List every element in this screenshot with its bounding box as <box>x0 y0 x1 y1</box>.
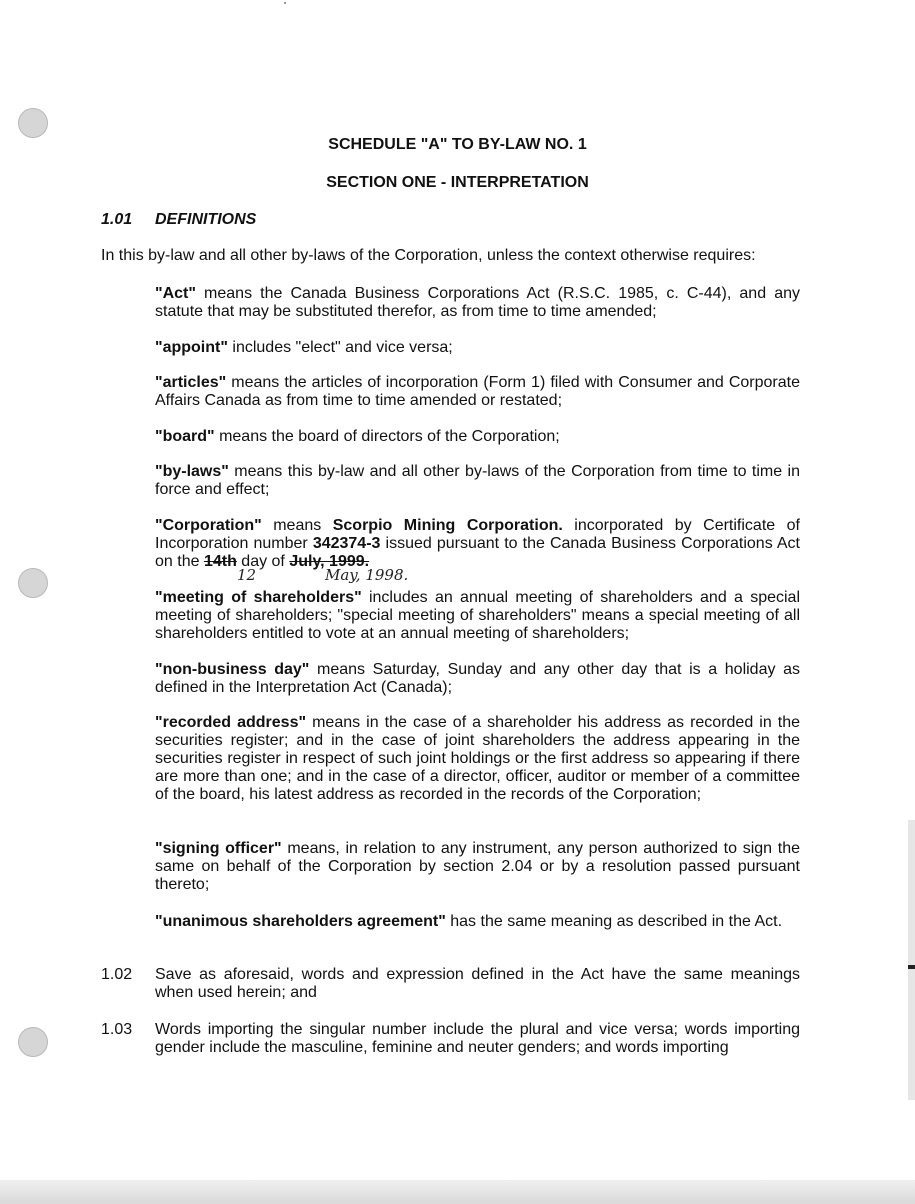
struck-day: 14th <box>203 553 237 570</box>
definition-term: "signing officer" <box>155 840 282 857</box>
definition-non-business-day <box>155 661 800 697</box>
definition-text: means in the case of a shareholder his address as recorded in the securities register; and in the case of joint shareholders the address appearing in the securities register in respect of such joint holdings or the first address so appearing if there are more than one; and in the case of a director, officer, auditor or member of a committee of the board, his latest address as recorded in the records of the Corporation; <box>155 714 801 803</box>
schedule-title: SCHEDULE "A" TO BY-LAW NO. 1 <box>328 136 587 153</box>
clause-number-1-02: 1.02 <box>101 966 133 983</box>
definition-text: issued pursuant to the Canada Business Corporations Act on the <box>155 535 801 570</box>
definition-unanimous-shareholders-agreement <box>155 913 800 931</box>
definition-text: means the Canada Business Corporations Act (R.S.C. 1985, c. C-44), and any statute that may be substituted therefor, as from time to time amended; <box>155 285 800 320</box>
definition-term: "board" <box>155 428 215 445</box>
page-edge-bottom <box>0 1180 915 1204</box>
scan-speck <box>284 2 286 4</box>
section-title: SECTION ONE - INTERPRETATION <box>326 174 589 191</box>
page-edge-mark <box>908 965 915 969</box>
definition-appoint <box>155 339 800 357</box>
punch-hole-bottom <box>18 1027 48 1057</box>
definition-by-laws <box>155 463 800 499</box>
page-edge-right <box>908 820 915 1100</box>
definition-act <box>155 285 800 321</box>
definition-term: "appoint" <box>155 339 228 356</box>
clause-text-1-03: Words importing the singular number include the plural and vice versa; words importing gender include the masculine, feminine and neuter genders; and words importing <box>155 1021 800 1056</box>
definition-term: "meeting of shareholders" <box>155 589 362 606</box>
definition-text: means this by-law and all other by-laws of the Corporation from time to time in force and effect; <box>155 463 800 498</box>
definition-meeting-of-shareholders <box>155 589 800 643</box>
definition-text: means the board of directors of the Corporation; <box>214 428 560 445</box>
definition-term: "unanimous shareholders agreement" <box>155 913 446 930</box>
definition-term: "by-laws" <box>155 463 229 480</box>
section-heading: DEFINITIONS <box>155 211 257 228</box>
struck-date: July, 1999. <box>289 553 370 570</box>
definition-text: means Saturday, Sunday and any other day that is a holiday as defined in the Interpretation Act (Canada); <box>155 661 800 696</box>
definition-text: has the same meaning as described in the Act. <box>445 913 783 930</box>
definition-text: means, in relation to any instrument, any person authorized to sign the same on behalf of the Corporation by section 2.04 or by a resolution passed pursuant thereto; <box>155 840 800 893</box>
definition-corporation <box>155 517 800 571</box>
definition-text: includes an annual meeting of shareholders and a special meeting of shareholders; "special meeting of shareholders" means a special meeting of all shareholders entitled to vote at an annual meeting of shareholders; <box>155 589 800 642</box>
definition-text: day of <box>236 553 290 570</box>
definition-term: "recorded address" <box>155 714 307 731</box>
punch-hole-middle <box>18 568 48 598</box>
intro-paragraph: In this by-law and all other by-laws of the Corporation, unless the context otherwise requires: <box>101 247 756 264</box>
clause-text-1-02: Save as aforesaid, words and expression defined in the Act have the same meanings when used herein; and <box>155 966 800 1001</box>
definition-term: "non-business day" <box>155 661 310 678</box>
definition-articles <box>155 374 800 410</box>
handwritten-day: 12 <box>237 566 257 584</box>
definition-text: incorporated by Certificate of Incorporation number <box>155 517 800 552</box>
definition-text: means <box>261 517 333 534</box>
clause-number-1-03: 1.03 <box>101 1021 133 1038</box>
section-number: 1.01 <box>101 211 133 228</box>
definition-term: "Corporation" <box>155 517 262 534</box>
definition-term: "Act" <box>155 285 196 302</box>
handwritten-date: May, 1998. <box>325 566 409 584</box>
definition-board <box>155 428 800 446</box>
corporation-name: Scorpio Mining Corporation. <box>332 517 563 534</box>
definition-term: "articles" <box>155 374 227 391</box>
definition-text: includes "elect" and vice versa; <box>227 339 453 356</box>
definition-signing-officer <box>155 840 800 894</box>
definition-recorded-address <box>155 714 800 804</box>
definition-text: means the articles of incorporation (Form 1) filed with Consumer and Corporate Affairs Canada as from time to time amended or restated; <box>155 374 800 409</box>
punch-hole-top <box>18 108 48 138</box>
incorporation-number: 342374-3 <box>312 535 381 552</box>
